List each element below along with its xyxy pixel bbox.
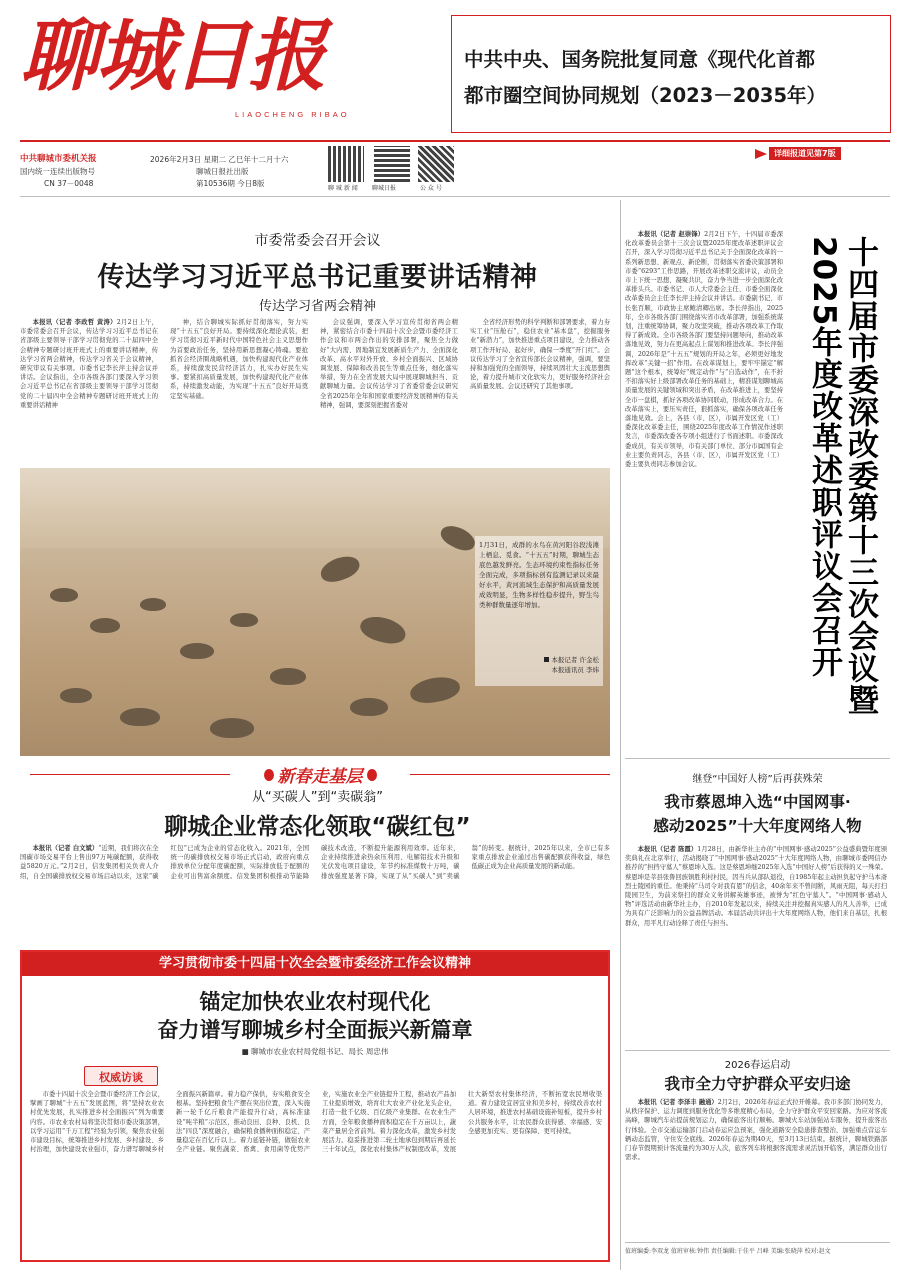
qr-code-news[interactable] xyxy=(328,146,364,182)
bird-shape xyxy=(350,698,388,716)
waterbird-photo xyxy=(20,468,610,756)
authority-interview-tag xyxy=(84,1066,158,1086)
article-col-2 xyxy=(170,318,308,463)
photo-caption-box xyxy=(475,536,603,686)
issn-label: 国内统一连续出版物号 xyxy=(20,167,95,176)
article-spring-travel xyxy=(625,1052,890,1267)
article-reform-committee xyxy=(625,200,890,755)
authority-interview-label: 权威访谈 xyxy=(99,1071,143,1084)
agri-article-text: 市委十四届十次全会暨市委经济工作会议，擘画了聊城“十五五”发展蓝图，将“坚持农业农村优先发展，扎实推进乡村全面振兴”列为重要内容。市农业农村局将坚决贯彻市委决策部署，以学习运用“千万工程”经验为引领，聚焦农业强市建设目标，统筹推进乡村发展、乡村建设、乡村治理，加快建设农业强市，奋力谱写聊城乡村全面振兴新篇章。着力稳产保供，夯实粮食安全根基。坚持把粮食生产摆在突出位置，深入实施新一轮千亿斤粮食产能提升行动，高标准建设“吨半粮”示范区，推动良田、良种、良机、良法“四良”深度融合，确保粮食播种面积稳定、产量稳定在百亿斤以上。着力延链补链，做强农业全产业链。聚焦蔬菜、畜禽、食用菌等优势产业，实施农业全产业链提升工程，推动农产品加工业提质增效，培育壮大农业产业化龙头企业，打造一批千亿级、百亿级产业集群。在农业生产方面，全年粮食播种面积稳定在千万亩以上，蔬菜产量居全省前列。着力深化改革，激发乡村发展活力。稳妥推进第二轮土地承包到期后再延长三十年试点，深化农村集体产权制度改革，发展壮大新型农村集体经济，不断拓宽农民增收渠道。着力建设宜居宜业和美乡村，持续改善农村人居环境，推进农村基础设施补短板，提升乡村公共服务水平，让农民群众获得感、幸福感、安全感更加充实、更有保障、更可持续。 xyxy=(30,1091,602,1154)
section-divider xyxy=(625,758,890,759)
masthead-bottom-rule xyxy=(20,196,890,197)
qr-code-wechat-label: 公 众 号 xyxy=(420,185,442,192)
article-subtitle: 传达学习省两会精神 xyxy=(258,299,376,314)
footer-credits: 值班编委:李双龙 值班审核:钟伟 责任编辑:于佳平 吕峰 美编:张晓萍 校对:赵文 xyxy=(625,1248,831,1255)
cai-headline-2: 感动2025”十大年度网络人物 xyxy=(653,817,862,835)
masthead-rule xyxy=(20,140,890,142)
lantern-icon xyxy=(367,769,377,781)
article-col-2-text: 神，结合聊城实际抓好贯彻落实，努力实现“十五五”良好开局。要持续深化理论武装，把学习贯彻习近平新时代中国特色社会主义思想作为首要政治任务，坚持用新思想凝心铸魂。要抢抓省会经济圈战略机遇，加快构建现代化产业体系，持续激发民营经济活力，扎实办好民生实事。要紧扣高质量发展，加快构建现代化产业体系，持续激发动能，为实现“十五五”良好开局奠定坚实基础。 xyxy=(170,319,308,400)
article-col-3-text: 会议强调，要深入学习宣传贯彻省两会精神，紧密结合市委十四届十次全会暨市委经济工作会议和市两会作出的安排部署，聚焦全力做好“大内需、固地制宜发展新质生产力、全面深化改革、高水平对外开放、乡村全面振兴、区域协调发展、保障和改善民生等重点任务，细化落实举措，努力在全省发展大局中展现聊城担当、贡献聊城力量。会议传达学习了省委常委会议研究全省2025年全年和国家重要经济发展精神的有关精神，强调，要深刻把握省委对 xyxy=(320,319,458,409)
agri-banner-text: 学习贯彻市委十四届十次全会暨市委经济工作会议精神 xyxy=(158,956,471,971)
masthead-info xyxy=(20,153,150,190)
reform-article-headline: 十四届市委深改委第十三次会议暨2025年度改革述职评议会召开 xyxy=(806,236,878,716)
photo-credit-1-text: 本报记者 许金松 xyxy=(551,656,599,664)
byline: 本报讯（记者 赵崇锋） xyxy=(637,231,705,238)
arrow-right-icon xyxy=(755,149,767,159)
agri-author: ■ 聊城市农业农村局党组书记、局长 周忠伟 xyxy=(241,1047,389,1056)
publisher: 聊城日报社出版 xyxy=(196,167,249,176)
cai-headline-1: 我市蔡恩坤入选“中国网事· xyxy=(664,793,851,811)
byline: 本报讯（记者 陈霞） xyxy=(637,846,698,853)
issue-date: 2026年2月3日 星期二 乙巳年十二月十六 xyxy=(150,155,289,164)
newspaper-logo: 聊城日报 xyxy=(20,11,325,102)
page-footer xyxy=(625,1242,890,1255)
lantern-icon xyxy=(264,769,274,781)
detail-link-label: 详细报道见第7版 xyxy=(769,147,841,160)
agri-headline-2: 奋力谱写聊城乡村全面振兴新篇章 xyxy=(157,1018,473,1042)
masthead xyxy=(0,0,900,200)
article-col-4-text: 全省经济形势的科学判断和部署要求，着力夯实工业“压舱石”，稳住农业“基本盘”，挖掘服务业“新潜力”，加快推进重点项目建设，全力推动各项工作开好局、起好步，确保一季度“开门红”。会议传达学习了全省宣传部长会议精神，强调，要坚持和加强党的全面领导，持续巩固壮大主流思想舆论，着力提升城市文化软实力，更好服务经济社会高质量发展。会议还研究了其他事项。 xyxy=(470,319,610,391)
article-standing-committee xyxy=(20,200,615,465)
bird-shape xyxy=(408,674,461,706)
photo-caption: 1月31日，成群的水鸟在黄河阳谷段浅滩上栖息、觅食。“十五五”时期，聊城生态底色越发鲜亮。生态环境约束性指标任务全面完成，多项指标创有监测记录以来最好水平，黄河流域生态保护和高质量发展成效明显，生物多样性稳步提升，野生鸟类种群数量逐年增加。 xyxy=(479,541,599,609)
detail-link[interactable] xyxy=(755,143,885,157)
spring-headline: 我市全力守护群众平安归途 xyxy=(664,1075,851,1093)
bird-shape xyxy=(210,718,254,738)
agri-banner xyxy=(22,952,608,976)
spring-article-body xyxy=(625,1098,887,1238)
series-rule-left xyxy=(30,774,230,775)
article-carbon xyxy=(20,760,615,945)
article-headline: 传达学习习近平总书记重要讲话精神 xyxy=(97,262,538,293)
carbon-kicker: 从“买碳人”到“卖碳翁” xyxy=(252,790,383,805)
cai-article-text: 1月28日，由新华社主办的“中国网事·感动2025”公益盛典暨年度颁奖典礼在北京举行，活动揭晓了“中国网事·感动2025”十大年度网络人物，由聊城市委网信办推荐的“担挡守墓人”蔡恩坤入选。这是蔡恩坤继2025年入选“中国好人榜”后获得的又一殊荣。蔡恩坤是莘县张鲁回族镇胜利村村民，因当兵从部队退役，自1985年起主动担负起守护马本斋烈士陵园的重任。他秉持“马司令对我有恩”的信念，40余年来不曾间断，风雨无阻，每天打扫陵园卫生，为前来祭扫的群众义务讲解英雄事迹，被誉为“红色守墓人”。“中国网事·感动人物”评选活动由新华社主办，自2010年发起以来，持续关注并挖掘真实感人的凡人善举，已成为具有广泛影响力的公益品牌活动。本届活动共评出十大年度网络人物，他们来自基层，扎根群众，用平凡行动诠释了责任与担当。 xyxy=(625,846,887,927)
top-headline-line-1: 中共中央、国务院批复同意《现代化首都 xyxy=(464,48,816,71)
section-divider xyxy=(625,1050,890,1051)
logo-pinyin: LIAOCHENG RIBAO xyxy=(235,110,350,119)
agri-headline-1: 锚定加快农业农村现代化 xyxy=(199,990,431,1014)
carbon-article-body xyxy=(20,844,610,942)
bird-shape xyxy=(140,598,166,611)
bird-shape xyxy=(230,613,258,627)
byline: 本报讯（记者 李政哲 黄涛） xyxy=(32,319,117,326)
org-name: 中共聊城市委机关报 xyxy=(20,154,97,164)
series-title: 新春走基层 xyxy=(277,767,363,787)
cn-number: CN 37－0048 xyxy=(44,179,94,188)
bird-shape xyxy=(358,612,409,647)
reform-article-body xyxy=(625,230,783,753)
bird-shape xyxy=(60,688,92,703)
masthead-date-block xyxy=(150,153,320,190)
bird-shape xyxy=(180,643,214,659)
qr-code-paper[interactable] xyxy=(374,146,410,182)
agri-article-body xyxy=(30,1090,602,1256)
byline: 本报讯（记者 白文斌） xyxy=(32,845,99,852)
article-cai-enkun xyxy=(625,760,890,1050)
bird-shape xyxy=(317,552,362,586)
qr-code-paper-label: 聊城日报 xyxy=(372,185,397,192)
article-col-3 xyxy=(320,318,458,463)
qr-code-wechat[interactable] xyxy=(418,146,454,182)
bird-shape xyxy=(50,588,78,602)
top-headline-box xyxy=(451,15,891,133)
reform-article-text: 2月2日下午，十四届市委深化改革委员会第十三次会议暨2025年度改革述职评议会召开，深入学习贯彻习近平总书记关于全面深化改革的一系列新思想、新观点、新论断，贯彻落实省委决策部署和市委“6293”工作思路，开展改革述职交流评议，动员全市上下统一思想、凝聚共识，奋力争当进一步全面深化改革排头兵。市委书记、市人大常委会主任、市委全面深化改革委员会主任李长萍主持会议并讲话。市委副书记、市长张百顺，市政协主席鲍清卿出席。李长萍指出，2025年，全市各级各部门围绕落实省市改革部署，加强系统谋划，注重统筹协调，聚力攻坚突破，推动各项改革工作取得了新成效。全市各级各部门要坚持问题导向，推动改革落地见效，努力在更高起点上谋划和推进改革。李长萍强调，2026年是“十五五”规划的开局之年，必须更好地发挥改革“关键一招”作用。在改革谋划上，要牢牢锚定“解题”这个根本，统筹好“规定动作”与“自选动作”，在不折不扣落实好上级部署改革任务的基础上，精准谋划聊城高质量发展的关键领域和突出矛盾，在改革推进上，要坚持全市一盘棋，抓好各项改革协同联动，形成改革合力。在改革落实上，要压实责任，狠抓落实，确保各项改革任务落地见效。会上，各县（市、区），市属开发区党（工）委深化改革委主任，围绕2025年度改革工作情况作述职发言，市委深改委各专项小组进行了书面述职。市委深改委成员，有关市领导，市有关部门单位、部分市属国有企业主要负责同志，各县（市、区），市属开发区党（工）委主要负责同志参加会议。 xyxy=(625,231,783,469)
article-kicker: 市委常委会召开会议 xyxy=(254,233,381,249)
top-headline-line-2: 都市圈空间协同规划（2023－2035年） xyxy=(464,84,827,107)
article-col-4 xyxy=(470,318,610,463)
bird-shape xyxy=(90,618,120,633)
square-icon xyxy=(544,657,549,662)
cai-tagline: 继登“中国好人榜”后再获殊荣 xyxy=(692,774,823,785)
series-badge xyxy=(240,762,400,787)
issue-number: 第10536期 今日8版 xyxy=(196,179,265,188)
article-agriculture xyxy=(20,950,610,1262)
column-divider xyxy=(620,200,621,1270)
article-col-1-text: 2月2日上午，市委常委会召开会议，传达学习习近平总书记在省部级主要领导干部学习贯彻党的二十届四中全会精神专题研讨班开班式上的重要讲话精神，传达学习省两会精神，传达学习省关于会议精神，研究审议有关事项。市委书记李长萍主持会议并讲话。会议指出，全市各级各部门要深入学习领会习近平总书记在省部级主要领导干部学习贯彻党的二十届四中全会精神专题研讨班开班式上的重要讲话精神 xyxy=(20,319,158,409)
spring-tagline: 2026春运启动 xyxy=(724,1060,791,1071)
photo-credit-1 xyxy=(479,655,599,665)
byline: 本报讯（记者 李泽丰 融通） xyxy=(637,1099,718,1106)
article-col-1 xyxy=(20,318,158,463)
carbon-headline: 聊城企业常态化领取“碳红包” xyxy=(164,814,471,840)
cai-article-body xyxy=(625,845,887,1045)
carbon-article-text: “近期，我们将次在全国碳市场交易平台上售出97万吨碳配额，获得收益5820万元。”2月2日，信发集团相关负责人介绍，自全国碳排放权交易市场启动以来，这家“碳红包”已成为企业的常态化收入。2021年，全国统一的碳排放权交易市场正式启动，政府向重点排放单位分配年度碳配额，实际排放低于配额的企业可出售富余额度。信发集团积极推动节能降碳技术改造，不断提升能源利用效率。近年来，企业持续推进余热余压利用、电解铝技术升级和光伏发电项目建设，年节约标准煤数十万吨，碳排放强度显著下降，实现了从“买碳人”到“卖碳翁”的转变。据统计，2025年以来，全市已有多家重点排放企业通过出售碳配额获得收益，绿色低碳正成为企业高质量发展的新动能。 xyxy=(20,845,610,880)
qr-code-news-label: 聊 城 新 闻 xyxy=(328,185,358,192)
bird-shape xyxy=(270,668,306,685)
bird-shape xyxy=(120,708,160,726)
spring-article-text: 2月2日，2026年春运正式拉开帷幕。我市多部门协同发力，从秩序保护、运力调度到服务优化等多维度精心布局，全力守护群众平安回家路。为应对客流高峰，聊城汽车站提前规划运力，确保旅客出行顺畅。聊城火车站加强站车服务，提升旅客出行体验。全市交通运输部门启动春运应急预案，强化道路安全隐患排查整治，加强重点营运车辆动态监管，守住安全底线。2026年春运为期40天，至3月13日结束。据统计，聊城铁路部门春节假期预计客流量约为30万人次，旅客列车将根据客流需求灵活加开临客，满足群众出行需求。 xyxy=(625,1099,887,1162)
series-rule-right xyxy=(410,774,610,775)
photo-credit-2: 本报通讯员 李炜 xyxy=(551,666,599,674)
